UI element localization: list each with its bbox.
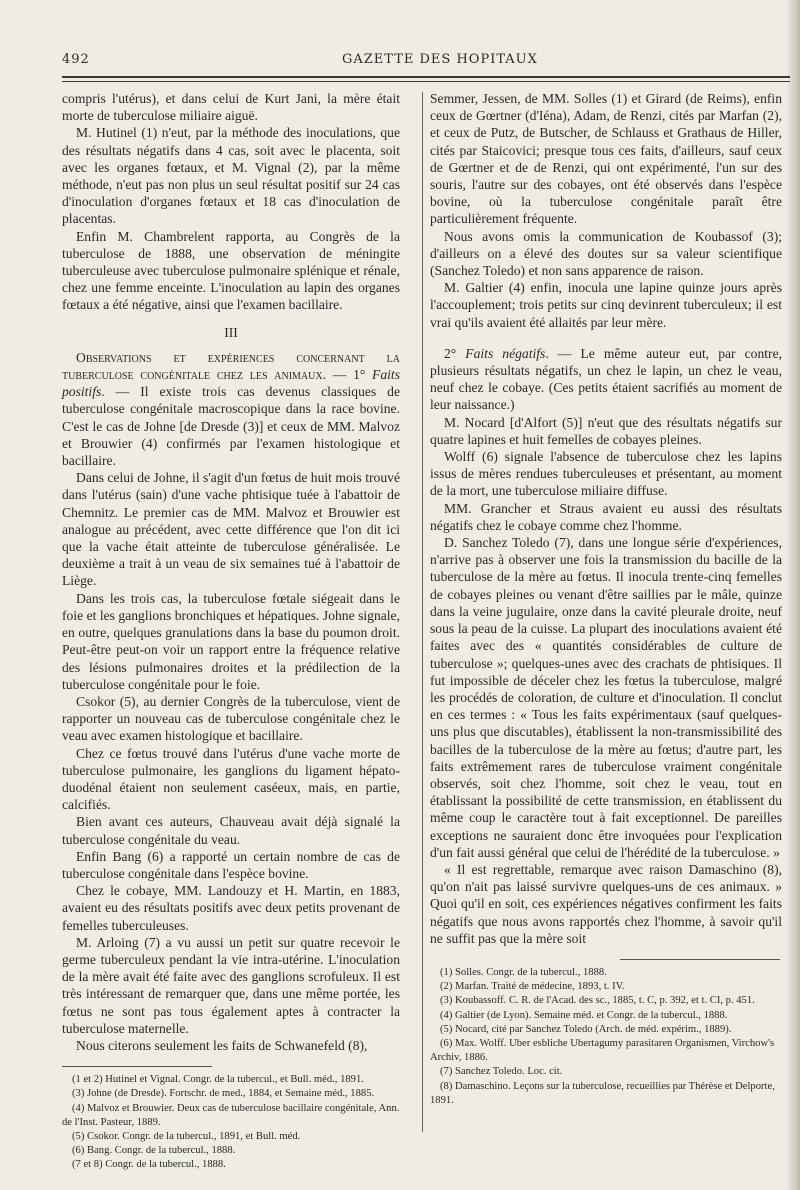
footnote: (6) Bang. Congr. de la tubercul., 1888. (72, 1145, 236, 1157)
paragraph: Semmer, Jessen, de MM. Solles (1) et Girard (de Reims), enfin ceux de Gœrtner (d'Iéna), Adam, de Renzi, cités par Marfan (2), et ceux de Putz, de Butscher, de Schlauss et Grathaus de Hiller, cités par Staicovici; presque tous ces faits, d'ailleurs, sauf ceux de Gœrtner et de de Renzi, qui ont expérimenté, l'un sur des souris, l'autre sur des cobayes, ont été observés dans l'espèce bovine, où la tuberculose congénitale paraît être particulièrement fréquente. (430, 91, 782, 227)
footnote: (3) Koubassoff. C. R. de l'Acad. des sc., 1885, t. C, p. 392, et t. CI, p. 451. (440, 995, 755, 1007)
paragraph: Enfin M. Chambrelent rapporta, au Congrès de la tuberculose de 1888, une observation de méningite tuberculeuse avec tuberculose pulmonaire splénique et rénale, chez une femme enceinte. L'inoculation au lapin des organes fœtaux a été négative, ainsi que l'examen bacillaire. (62, 228, 400, 313)
paragraph: Bien avant ces auteurs, Chauveau avait déjà signalé la tuberculose congénitale du veau. (62, 814, 400, 847)
section-sub: — 1° (326, 367, 373, 383)
footnote: (1) Solles. Congr. de la tubercul., 1888. (440, 966, 607, 978)
footnote: (4) Malvoz et Brouwier. Deux cas de tuberculose bacillaire congénitale, Ann. de l'Inst. Pasteur, 1889. (62, 1102, 400, 1128)
column-divider (422, 92, 423, 1132)
paragraph: MM. Grancher et Straus avaient eu aussi des résultats négatifs chez le cobaye comme chez l'homme. (430, 500, 782, 533)
paragraph: Chez le cobaye, MM. Landouzy et H. Martin, en 1883, avaient eu des résultats positifs avec deux petits provenant de femelles tuberculeuses. (62, 883, 400, 933)
paragraph: Nous avons omis la communication de Koubassof (3); d'ailleurs on a élevé des doutes sur sa valeur scientifique (Sanchez Toledo) et non sans apparence de raison. (430, 228, 782, 279)
page-edge (788, 0, 800, 1190)
paragraph: Dans les trois cas, la tuberculose fœtale siégeait dans le foie et les ganglions bronchiques et hépatiques. Johne signale, en outre, quelques granulations dans la base du poumon droit. Peut-être peut-on voir un rapport entre la fréquence relative des lésions pulmonaires droites et la prédilection de la tuberculose congénitale pour le foie. (62, 590, 400, 692)
footnote: (8) Damaschino. Leçons sur la tuberculose, recueillies par Thérèse et Delporte, 1891. (430, 1080, 775, 1106)
section-text: . — Il existe trois cas devenus classiques de tuberculose congénitale macroscopique dans la race bovine. C'est le cas de Johne [de Dresde (3)] et ceux de MM. Malvoz et Brouwier (4) confirmés par l'examen histologique et bacillaire. (62, 384, 400, 469)
header-rule-thin (62, 81, 790, 82)
paragraph: Nous citerons seulement les faits de Schwanefeld (8), (76, 1037, 368, 1053)
footnote-rule (620, 959, 780, 960)
paragraph: M. Galtier (4) enfin, inocula une lapine quinze jours après l'accouplement; trois petits sur cinq devinrent tuberculeux; il est vrai qu'ils avaient été allaités par leur mère. (430, 280, 782, 330)
footnote: (7 et 8) Congr. de la tubercul., 1888. (72, 1159, 226, 1171)
left-column (62, 90, 400, 1173)
paragraph: Dans celui de Johne, il s'agit d'un fœtus de huit mois trouvé dans l'utérus (sain) d'une vache phtisique tuée à l'abattoir de Chemnitz. Le premier cas de MM. Malvoz et Brouwier est analogue au précédent, avec cette différence que l'on dit ici que la vache était atteinte de tuberculose généralisée. Le deuxième a trait à un veau de six semaines tué à l'abattoir de Liège. (62, 470, 400, 589)
section-intro (62, 349, 400, 469)
right-column (430, 90, 782, 1108)
section-sub-italic: Faits positifs (62, 367, 400, 400)
footnote: (1 et 2) Hutinel et Vignal. Congr. de la tubercul., et Bull. méd., 1891. (72, 1074, 364, 1086)
footnote: (5) Csokor. Congr. de la tubercul., 1891, et Bull. méd. (72, 1130, 301, 1142)
footnote: (6) Max. Wolff. Uber esbliche Ubertagumy parasitaren Organismen, Virchow's Archiv, 1886. (430, 1037, 775, 1064)
footnote: (2) Marfan. Traité de médecine, 1893, t. IV. (440, 981, 625, 993)
paragraph: « Il est regrettable, remarque avec raison Damaschino (8), qu'on n'ait pas laissé survivre quelques-uns de ces animaux. » Quoi qu'il en soit, ces expériences négatives confirment les faits négatifs que nous avons rapportés chez l'homme, à savoir qu'il ne suffit pas que la mère soit (430, 861, 782, 946)
paragraph-text: . — Le même auteur eut, par contre, plusieurs résultats négatifs, un chez le lapin, un chez le veau, neuf chez le cobaye. (Ces petits étaient sacrifiés au moment de leur naissance.) (430, 345, 783, 413)
paragraph: Chez ce fœtus trouvé dans l'utérus d'une vache morte de tuberculose pulmonaire, les ganglions du ligament hépato-duodénal étaient non seulement caséeux, mais, en partie, calcifiés. (62, 745, 400, 813)
paragraph: M. Nocard [d'Alfort (5)] n'eut que des résultats négatifs sur quatre lapines et huit femelles de cobayes pleines. (430, 414, 782, 447)
paragraph: Wolff (6) signale l'absence de tuberculose chez les lapins issus de mères rendues tuberculeuses et présentant, au moment de la mort, une tuberculose miliaire diffuse. (430, 449, 782, 499)
spacer (430, 331, 782, 345)
paragraph: compris l'utérus), et dans celui de Kurt Jani, la mère était morte de tuberculose miliaire aiguë. (62, 91, 400, 124)
paragraph: Enfin Bang (6) a rapporté un certain nombre de cas de tuberculose congénitale dans l'espèce bovine. (62, 848, 400, 881)
right-footnotes (430, 966, 782, 1108)
paragraph: M. Arloing (7) a vu aussi un petit sur quatre recevoir le germe tuberculeux pendant la vie intra-utérine. L'inoculation de la mère avait été faite avec des ganglions scrofuleux. Il est très intéressant de remarquer que, dans une même portée, les fœtus ne sont pas tous également aptes à contracter la tuberculose maternelle. (62, 934, 400, 1036)
paragraph: D. Sanchez Toledo (7), dans une longue série d'expériences, n'arrive pas à observer une fois la transmission du bacille de la tuberculose de la mère au fœtus. Il inocula trente-cinq femelles de cobayes pleines ou venant d'être saillies par le mâle, quinze dans la veine jugulaire, onze dans la cavité pleurale droite, neuf sous la peau de la cuisse. La plupart des inoculations avaient été faites avec des « quantités considérables de culture de tuberculose »; quelques-unes avec des crachats de phtisiques. Il fut impossible de déceler chez les fœtus la tuberculose, malgré les procédés de coloration, de culture et d'inoculation. Il conclut en ces termes : « Tous les faits expérimentaux (sauf quelques-uns plus que discutables), établissent la non-transmissibilité des bacilles de la tuberculose de la mère au fœtus; d'autre part, les faits extrêmement rares de tuberculose vraiment congénitale observés, soit chez l'homme, soit chez le veau, tout en établissant la possibilité de cette transmission, en établissent du même coup le caractère tout à fait exceptionnel. De pareilles exceptions ne sauraient donc être invoquées pour l'explication d'un fait aussi général que celui de l'hérédité de la tuberculose. » (430, 535, 782, 860)
section-heading: Observations et expériences concernant la tuberculose congénitale chez les animaux. (62, 349, 400, 383)
list-marker: 2° (444, 345, 466, 361)
footnote: (5) Nocard, cité par Sanchez Toledo (Arch. de méd. expérim., 1889). (440, 1023, 732, 1035)
header-rule (62, 76, 790, 78)
page-header (62, 52, 790, 72)
running-title: GAZETTE DES HOPITAUX (342, 52, 538, 67)
paragraph (430, 345, 782, 414)
subheading-italic: Faits négatifs (465, 345, 546, 361)
paragraph: M. Hutinel (1) n'eut, par la méthode des inoculations, que des résultats négatifs dans 4 cas, soit avec le placenta, soit avec les organes fœtaux, et M. Vignal (2), par la même méthode, n'eut pas non plus un seul résultat positif sur 24 cas d'inoculation d'organes fœtaux et 18 cas d'inoculation de placentas. (62, 125, 400, 227)
footnote-rule (62, 1066, 212, 1067)
left-footnotes (62, 1073, 400, 1172)
footnote: (7) Sanchez Toledo. Loc. cit. (440, 1066, 563, 1078)
footnote: (4) Galtier (de Lyon). Semaine méd. et Congr. de la tubercul., 1888. (440, 1009, 728, 1021)
page-number: 492 (62, 52, 90, 67)
paragraph: Csokor (5), au dernier Congrès de la tuberculose, vient de rapporter un nouveau cas de tuberculose congénitale chez le veau avec examen histologique et bacillaire. (62, 693, 400, 744)
footnote: (3) Johne (de Dresde). Fortschr. de med., 1884, et Semaine méd., 1885. (72, 1088, 375, 1100)
section-number: III (224, 324, 238, 340)
